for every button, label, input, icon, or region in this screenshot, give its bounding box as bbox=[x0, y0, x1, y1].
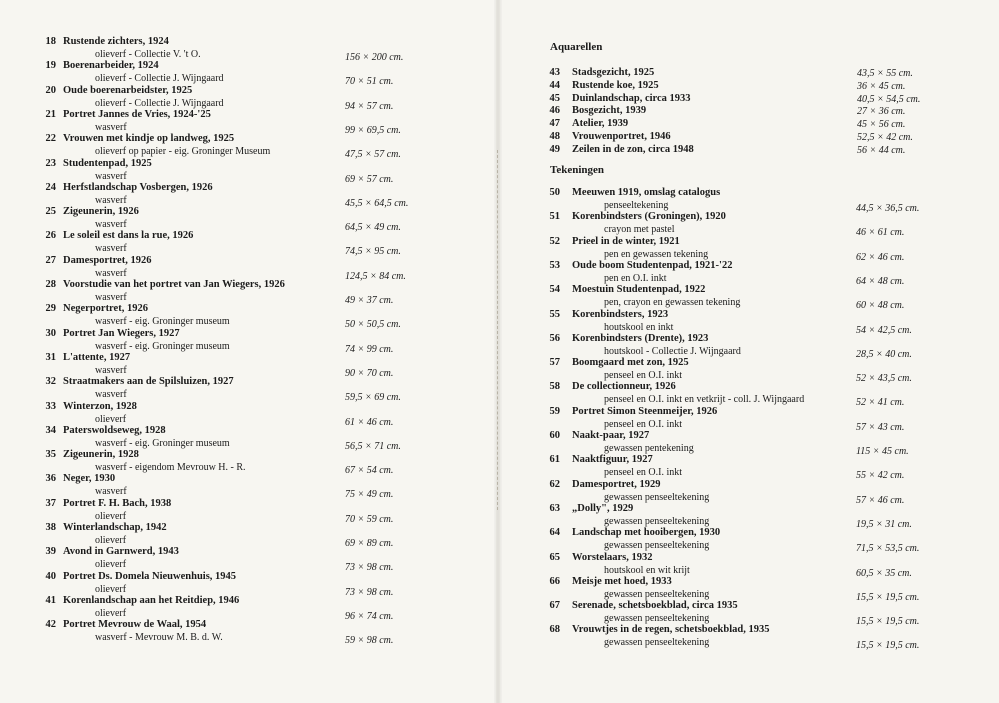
binding-thread bbox=[497, 150, 499, 510]
entry-number: 19 bbox=[45, 60, 56, 72]
entry-medium: wasverf bbox=[95, 243, 127, 255]
entry-medium: wasverf bbox=[95, 389, 127, 401]
entry-medium: olieverf op papier - eig. Groninger Museum bbox=[95, 146, 271, 158]
entry-number: 32 bbox=[45, 376, 56, 388]
entry-dimensions: 52 × 43,5 cm. bbox=[856, 373, 912, 385]
entry-number: 57 bbox=[549, 357, 560, 369]
entry-number: 44 bbox=[549, 79, 560, 91]
entry-medium: pen en gewassen tekening bbox=[604, 248, 709, 260]
entry-title: Korenbindsters (Drente), 1923 bbox=[572, 332, 709, 344]
entry-title: Zigeunerin, 1928 bbox=[63, 449, 139, 461]
entry-dimensions: 15,5 × 19,5 cm. bbox=[856, 640, 920, 652]
entry-number: 29 bbox=[45, 303, 56, 315]
entry-number: 46 bbox=[549, 105, 560, 117]
entry-medium: wasverf - Mevrouw M. B. d. W. bbox=[95, 632, 223, 644]
entry-number: 36 bbox=[45, 473, 56, 485]
entry-title: Meisje met hoed, 1933 bbox=[572, 575, 672, 587]
entry-dimensions: 69 × 89 cm. bbox=[345, 538, 394, 549]
entry-title: Bosgezicht, 1939 bbox=[572, 105, 647, 117]
entry-number: 26 bbox=[45, 230, 56, 242]
entry-dimensions: 45 × 56 cm. bbox=[857, 119, 906, 131]
entry-dimensions: 28,5 × 40 cm. bbox=[856, 348, 912, 360]
entry-title: Boomgaard met zon, 1925 bbox=[572, 357, 689, 369]
section-heading-aquarellen: Aquarellen bbox=[550, 41, 603, 53]
entry-dimensions: 70 × 59 cm. bbox=[345, 513, 394, 525]
entry-number: 62 bbox=[549, 478, 560, 490]
entry-dimensions: 44,5 × 36,5 cm. bbox=[856, 203, 920, 214]
entry-dimensions: 61 × 46 cm. bbox=[345, 416, 394, 428]
entry-title: Meeuwen 1919, omslag catalogus bbox=[572, 187, 721, 198]
entry-number: 27 bbox=[45, 254, 56, 266]
entry-title: Oude boerenarbeidster, 1925 bbox=[63, 84, 193, 96]
entry-dimensions: 45,5 × 64,5 cm. bbox=[345, 197, 409, 209]
entry-number: 54 bbox=[549, 284, 560, 296]
entry-number: 63 bbox=[549, 502, 560, 514]
entry-medium: olieverf bbox=[95, 607, 127, 619]
entry-dimensions: 15,5 × 19,5 cm. bbox=[856, 591, 920, 603]
entry-title: Portret Ds. Domela Nieuwenhuis, 1945 bbox=[63, 570, 237, 582]
entry-dimensions: 64 × 48 cm. bbox=[856, 275, 905, 287]
entry-medium: wasverf bbox=[95, 121, 127, 133]
entry-title: Portret Simon Steenmeijer, 1926 bbox=[572, 405, 718, 417]
entry-medium: gewassen penseeltekening bbox=[604, 613, 710, 625]
entry-number: 42 bbox=[45, 619, 56, 631]
entry-title: Korenbindsters (Groningen), 1920 bbox=[572, 211, 726, 223]
entry-medium: olieverf - Collectie J. Wijngaard bbox=[95, 73, 224, 85]
entry-dimensions: 74 × 99 cm. bbox=[345, 343, 394, 355]
entry-dimensions: 57 × 43 cm. bbox=[856, 421, 905, 433]
entry-dimensions: 71,5 × 53,5 cm. bbox=[856, 543, 920, 555]
entry-title: Oude boom Studentenpad, 1921-'22 bbox=[572, 259, 733, 271]
entry-medium: penseel en O.I. inkt en vetkrijt - coll. J. Wijngaard bbox=[604, 394, 805, 406]
entry-title: Zeilen in de zon, circa 1948 bbox=[572, 143, 694, 155]
entry-title: Paterswoldseweg, 1928 bbox=[63, 424, 166, 436]
entry-dimensions: 57 × 46 cm. bbox=[856, 494, 905, 506]
entry-number: 31 bbox=[45, 351, 56, 363]
entry-title: Duinlandschap, circa 1933 bbox=[572, 92, 691, 104]
entry-number: 22 bbox=[45, 133, 56, 145]
entry-medium: olieverf bbox=[95, 510, 127, 522]
entry-number: 18 bbox=[45, 36, 56, 47]
entry-medium: wasverf bbox=[95, 267, 127, 279]
entry-title: Stadsgezicht, 1925 bbox=[572, 67, 655, 78]
entry-medium: houtskool en wit krijt bbox=[604, 564, 690, 576]
entry-number: 25 bbox=[45, 206, 56, 218]
entry-number: 52 bbox=[549, 235, 560, 247]
entry-title: Winterlandschap, 1942 bbox=[63, 522, 167, 533]
entry-dimensions: 27 × 36 cm. bbox=[857, 106, 906, 118]
entry-title: Neger, 1930 bbox=[63, 473, 116, 485]
entry-title: Vrouwenportret, 1946 bbox=[572, 131, 671, 142]
entry-title: De collectionneur, 1926 bbox=[572, 381, 676, 393]
entry-dimensions: 124,5 × 84 cm. bbox=[345, 270, 406, 282]
entry-dimensions: 73 × 98 cm. bbox=[345, 586, 394, 598]
entry-number: 20 bbox=[45, 84, 56, 96]
entry-dimensions: 59 × 98 cm. bbox=[345, 635, 394, 647]
entry-dimensions: 55 × 42 cm. bbox=[856, 470, 905, 482]
entry-dimensions: 115 × 45 cm. bbox=[856, 446, 909, 457]
entry-title: Portret F. H. Bach, 1938 bbox=[63, 497, 172, 509]
entry-title: Zigeunerin, 1926 bbox=[63, 206, 139, 218]
entry-title: Naakt-paar, 1927 bbox=[572, 430, 650, 441]
entry-medium: olieverf bbox=[95, 413, 127, 425]
entry-dimensions: 54 × 42,5 cm. bbox=[856, 324, 912, 336]
entry-dimensions: 40,5 × 54,5 cm. bbox=[857, 93, 921, 105]
entry-title: L'attente, 1927 bbox=[63, 351, 131, 363]
entry-medium: gewassen pentekening bbox=[604, 443, 694, 454]
entry-medium: olieverf bbox=[95, 583, 127, 595]
entry-dimensions: 60,5 × 35 cm. bbox=[856, 567, 912, 579]
entry-dimensions: 70 × 51 cm. bbox=[345, 76, 394, 88]
entry-title: Negerportret, 1926 bbox=[63, 303, 148, 315]
entry-number: 37 bbox=[45, 497, 56, 509]
right-page bbox=[500, 0, 999, 703]
entry-number: 49 bbox=[549, 143, 560, 155]
entry-number: 28 bbox=[45, 279, 56, 290]
entry-medium: gewassen penseeltekening bbox=[604, 515, 710, 527]
entry-medium: gewassen penseeltekening bbox=[604, 491, 710, 503]
entry-medium: pen en O.I. inkt bbox=[604, 272, 667, 284]
entry-medium: penseel en O.I. inkt bbox=[604, 370, 683, 382]
entry-medium: wasverf bbox=[95, 486, 127, 498]
entry-number: 67 bbox=[549, 600, 560, 612]
entry-title: Winterzon, 1928 bbox=[63, 400, 137, 412]
entry-number: 21 bbox=[45, 108, 56, 120]
entry-dimensions: 56 × 44 cm. bbox=[857, 144, 906, 156]
entry-number: 65 bbox=[549, 551, 560, 563]
entry-title: Herfstlandschap Vosbergen, 1926 bbox=[63, 181, 213, 193]
entry-number: 34 bbox=[45, 424, 56, 436]
entry-medium: wasverf - eig. Groninger museum bbox=[95, 340, 230, 352]
entry-dimensions: 73 × 98 cm. bbox=[345, 562, 394, 574]
entry-title: Naaktfiguur, 1927 bbox=[572, 454, 653, 466]
entry-number: 60 bbox=[549, 430, 560, 441]
entry-title: Vrouwtjes in de regen, schetsboekblad, 1935 bbox=[572, 624, 770, 636]
entry-title: Boerenarbeider, 1924 bbox=[63, 60, 159, 72]
entry-title: Voorstudie van het portret van Jan Wiegers, 1926 bbox=[63, 279, 285, 290]
entry-title: Studentenpad, 1925 bbox=[63, 157, 152, 169]
entry-number: 47 bbox=[549, 118, 560, 130]
entry-dimensions: 67 × 54 cm. bbox=[345, 465, 394, 477]
entry-medium: wasverf - eig. Groninger museum bbox=[95, 437, 230, 449]
entry-dimensions: 99 × 69,5 cm. bbox=[345, 124, 401, 136]
entry-number: 61 bbox=[549, 454, 560, 466]
entry-number: 30 bbox=[45, 327, 56, 339]
entry-number: 53 bbox=[549, 259, 560, 271]
entry-number: 38 bbox=[45, 522, 56, 533]
entry-title: Portret Jannes de Vries, 1924-'25 bbox=[63, 108, 211, 120]
entry-dimensions: 156 × 200 cm. bbox=[345, 52, 404, 63]
entry-medium: wasverf - eigendom Mevrouw H. - R. bbox=[95, 462, 246, 474]
entry-medium: wasverf bbox=[95, 219, 127, 231]
entry-medium: olieverf bbox=[95, 559, 127, 571]
entry-dimensions: 75 × 49 cm. bbox=[345, 489, 394, 501]
entry-medium: penseel en O.I. inkt bbox=[604, 467, 683, 479]
entry-medium: gewassen penseeltekening bbox=[604, 588, 710, 600]
entry-dimensions: 59,5 × 69 cm. bbox=[345, 392, 401, 404]
entry-title: Moestuin Studentenpad, 1922 bbox=[572, 284, 706, 296]
entry-title: Vrouwen met kindje op landweg, 1925 bbox=[63, 133, 235, 145]
entry-medium: pen, crayon en gewassen tekening bbox=[604, 297, 741, 309]
entry-medium: penseel en O.I. inkt bbox=[604, 418, 683, 430]
entry-dimensions: 74,5 × 95 cm. bbox=[345, 246, 401, 258]
entry-number: 66 bbox=[549, 575, 560, 587]
entry-title: Landschap met hooibergen, 1930 bbox=[572, 527, 721, 539]
entry-title: Portret Mevrouw de Waal, 1954 bbox=[63, 619, 207, 631]
entry-dimensions: 96 × 74 cm. bbox=[345, 610, 394, 622]
entry-medium: crayon met pastel bbox=[604, 224, 675, 236]
entry-medium: wasverf bbox=[95, 292, 127, 303]
entry-title: Korenbindsters, 1923 bbox=[572, 308, 669, 320]
entry-medium: penseeltekening bbox=[604, 200, 669, 211]
entry-medium: houtskool en inkt bbox=[604, 321, 674, 333]
entry-dimensions: 62 × 46 cm. bbox=[856, 251, 905, 263]
entry-title: Rustende koe, 1925 bbox=[572, 79, 659, 91]
entry-dimensions: 50 × 50,5 cm. bbox=[345, 319, 401, 331]
entry-medium: olieverf - Collectie V. 't O. bbox=[95, 49, 201, 60]
entry-title: Serenade, schetsboekblad, circa 1935 bbox=[572, 600, 738, 612]
entry-title: Straatmakers aan de Spilsluizen, 1927 bbox=[63, 376, 234, 388]
entry-medium: wasverf bbox=[95, 170, 127, 182]
entry-dimensions: 19,5 × 31 cm. bbox=[856, 518, 912, 530]
drawing-entry bbox=[500, 623, 999, 651]
entry-title: Atelier, 1939 bbox=[572, 118, 629, 130]
entry-title: Worstelaars, 1932 bbox=[572, 551, 653, 563]
left-page bbox=[0, 0, 496, 703]
entry-number: 64 bbox=[549, 527, 560, 539]
entry-title: „Dolly", 1929 bbox=[572, 502, 634, 514]
entry-number: 50 bbox=[549, 187, 560, 198]
entry-number: 41 bbox=[45, 594, 56, 606]
entry-number: 48 bbox=[549, 131, 560, 142]
entry-number: 68 bbox=[549, 624, 560, 636]
entry-dimensions: 47,5 × 57 cm. bbox=[345, 149, 401, 161]
entry-dimensions: 49 × 37 cm. bbox=[345, 295, 394, 306]
entry-number: 23 bbox=[45, 157, 56, 169]
entry-title: Korenlandschap aan het Reitdiep, 1946 bbox=[63, 594, 240, 606]
entry-dimensions: 56,5 × 71 cm. bbox=[345, 440, 401, 452]
entry-medium: olieverf bbox=[95, 535, 127, 546]
entry-medium: wasverf - eig. Groninger museum bbox=[95, 316, 230, 328]
entry-number: 43 bbox=[549, 67, 560, 78]
entry-title: Damesportret, 1929 bbox=[572, 478, 661, 490]
entry-dimensions: 46 × 61 cm. bbox=[856, 227, 905, 239]
entry-dimensions: 36 × 45 cm. bbox=[857, 80, 906, 92]
entry-title: Avond in Garnwerd, 1943 bbox=[63, 546, 179, 558]
entry-dimensions: 90 × 70 cm. bbox=[345, 367, 394, 379]
entry-number: 51 bbox=[549, 211, 560, 223]
catalogue-entry bbox=[0, 618, 496, 646]
entry-dimensions: 52 × 41 cm. bbox=[856, 397, 905, 409]
entry-dimensions: 15,5 × 19,5 cm. bbox=[856, 616, 920, 628]
entry-medium: wasverf bbox=[95, 364, 127, 376]
entry-dimensions: 94 × 57 cm. bbox=[345, 100, 394, 112]
entry-dimensions: 60 × 48 cm. bbox=[856, 300, 905, 312]
entry-title: Rustende zichters, 1924 bbox=[63, 36, 169, 47]
entry-number: 35 bbox=[45, 449, 56, 461]
entry-dimensions: 64,5 × 49 cm. bbox=[345, 222, 401, 234]
entry-dimensions: 43,5 × 55 cm. bbox=[857, 68, 913, 79]
entry-number: 24 bbox=[45, 181, 56, 193]
section-heading-tekeningen: Tekeningen bbox=[550, 164, 605, 176]
entry-number: 33 bbox=[45, 400, 56, 412]
entry-number: 45 bbox=[549, 92, 560, 104]
entry-medium: wasverf bbox=[95, 194, 127, 206]
entry-medium: houtskool - Collectie J. Wijngaard bbox=[604, 345, 741, 357]
entry-dimensions: 69 × 57 cm. bbox=[345, 173, 394, 185]
entry-medium: gewassen penseeltekening bbox=[604, 637, 710, 649]
entry-medium: gewassen penseeltekening bbox=[604, 540, 710, 552]
entry-number: 55 bbox=[549, 308, 560, 320]
entry-number: 59 bbox=[549, 405, 560, 417]
entry-number: 40 bbox=[45, 570, 56, 582]
entry-number: 58 bbox=[549, 381, 560, 393]
aquarel-entry bbox=[500, 143, 999, 171]
entry-title: Portret Jan Wiegers, 1927 bbox=[63, 327, 180, 339]
entry-title: Prieel in de winter, 1921 bbox=[572, 235, 680, 247]
entry-dimensions: 52,5 × 42 cm. bbox=[857, 132, 913, 143]
entry-number: 56 bbox=[549, 332, 560, 344]
entry-title: Damesportret, 1926 bbox=[63, 254, 152, 266]
entry-number: 39 bbox=[45, 546, 56, 558]
entry-title: Le soleil est dans la rue, 1926 bbox=[63, 230, 194, 242]
entry-medium: olieverf - Collectie J. Wijngaard bbox=[95, 97, 224, 109]
